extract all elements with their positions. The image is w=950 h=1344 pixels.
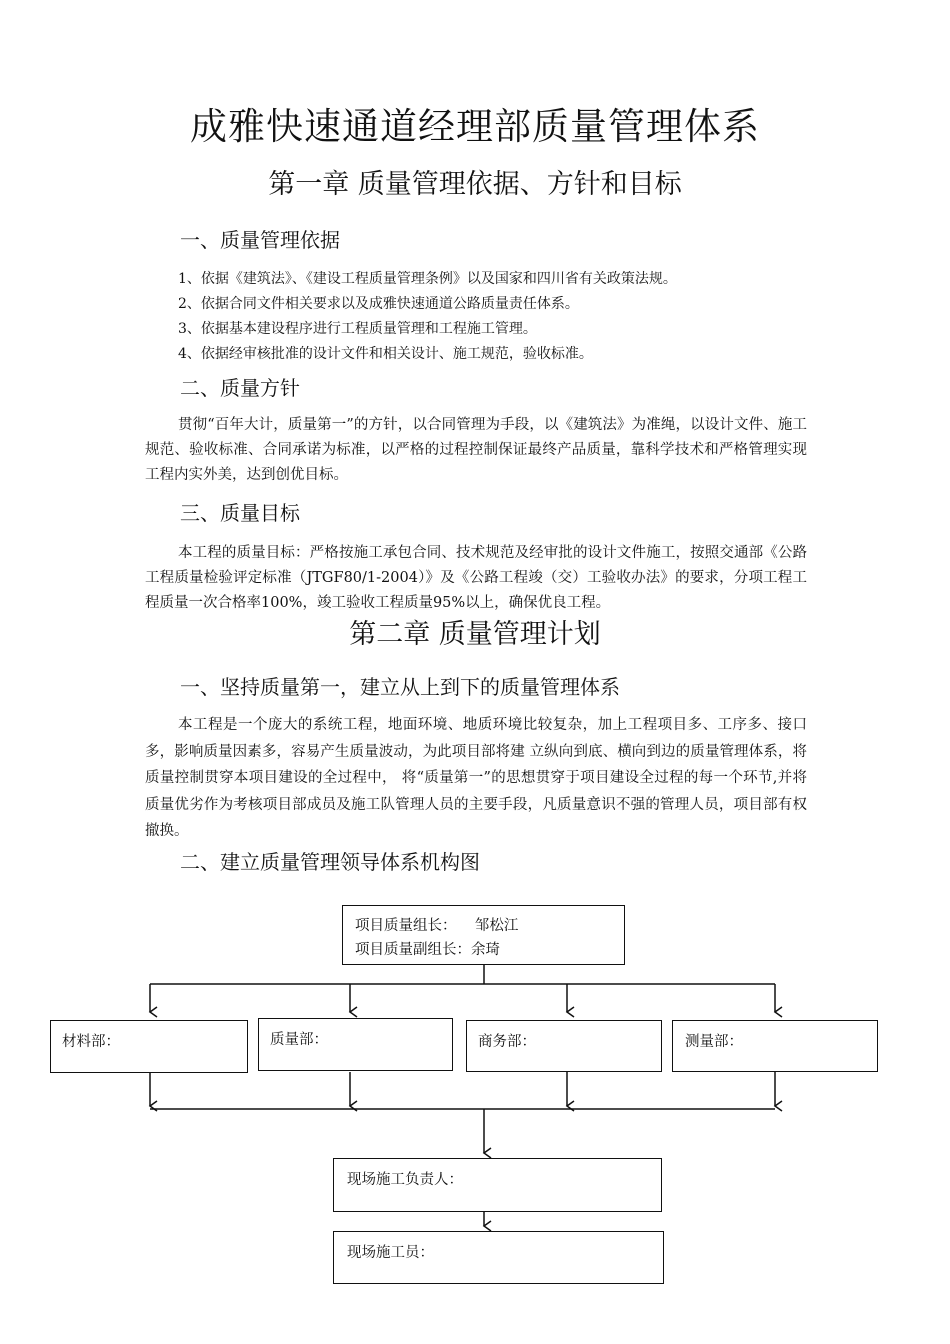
site-worker-label: 现场施工员： [347,1245,434,1261]
site-manager-box [333,1158,662,1212]
dept-label-quality: 质量部： [270,1032,328,1048]
dept-label-materials: 材料部： [62,1034,120,1050]
quality-target-paragraph: 本工程的质量目标：严格按施工承包合同、技术规范及经审批的设计文件施工，按照交通部《公路工程质量检验评定标准（JTGF80/1-2004）》及《公路工程竣（交）工验收办法》的要求，分项工程工程质量一次合格率100%，竣工验收工程质量95%以上，确保优良工程。 [145,545,807,611]
dept-box-materials [50,1020,248,1073]
basis-item-3: 3、依据基本建设程序进行工程质量管理和工程施工管理。 [178,321,537,337]
quality-leader-line: 项目质量组长： 邹松江 [355,918,519,934]
quality-system-paragraph: 本工程是一个庞大的系统工程，地面环境、地质环境比较复杂，加上工程项目多、工序多、接口多，影响质量因素多，容易产生质量波动，为此项目部将建 立纵向到底、横向到边的质量管理体系，将质量控制贯穿本项目建设的全过程中， 将“质量第一”的思想贯穿于项目建设全过程的每一个环节,并将质量优劣作为考核项目部成员及施工队管理人员的主要手段，凡质量意识不强的管理人员，项目部有权撤换。 [145,717,807,839]
basis-item-4: 4、依据经审核批准的设计文件和相关设计、施工规范，验收标准。 [178,346,593,362]
quality-policy-paragraph: 贯彻“百年大计，质量第一”的方针，以合同管理为手段，以《建筑法》为准绳，以设计文件、施工规范、验收标准、合同承诺为标准，以严格的过程控制保证最终产品质量，靠科学技术和严格管理实现工程内实外美，达到创优目标。 [145,417,807,483]
quality-deputy-leader-line: 项目质量副组长：余琦 [355,942,500,958]
ch1-section2-heading: 二、质量方针 [180,376,300,400]
ch1-section3-heading: 三、质量目标 [180,501,300,525]
site-worker-box [333,1231,664,1284]
document-title: 成雅快速通道经理部质量管理体系 [190,105,760,148]
basis-item-2: 2、依据合同文件相关要求以及成雅快速通道公路质量责任体系。 [178,296,579,312]
site-manager-label: 现场施工负责人： [347,1172,463,1188]
dept-box-quality [258,1018,453,1071]
dept-box-survey [672,1020,878,1072]
dept-label-survey: 测量部： [685,1034,743,1050]
project-quality-leader-box [342,905,625,965]
dept-label-commerce: 商务部： [478,1034,536,1050]
ch2-section1-heading: 一、坚持质量第一，建立从上到下的质量管理体系 [180,675,620,699]
ch2-section2-heading: 二、建立质量管理领导体系机构图 [180,850,480,874]
basis-item-1: 1、依据《建筑法》、《建设工程质量管理条例》以及国家和四川省有关政策法规。 [178,271,677,287]
ch1-section1-heading: 一、质量管理依据 [180,228,340,252]
chapter1-heading: 第一章 质量管理依据、方针和目标 [268,169,682,200]
chapter2-heading: 第二章 质量管理计划 [349,619,601,650]
dept-box-commerce [466,1020,662,1072]
